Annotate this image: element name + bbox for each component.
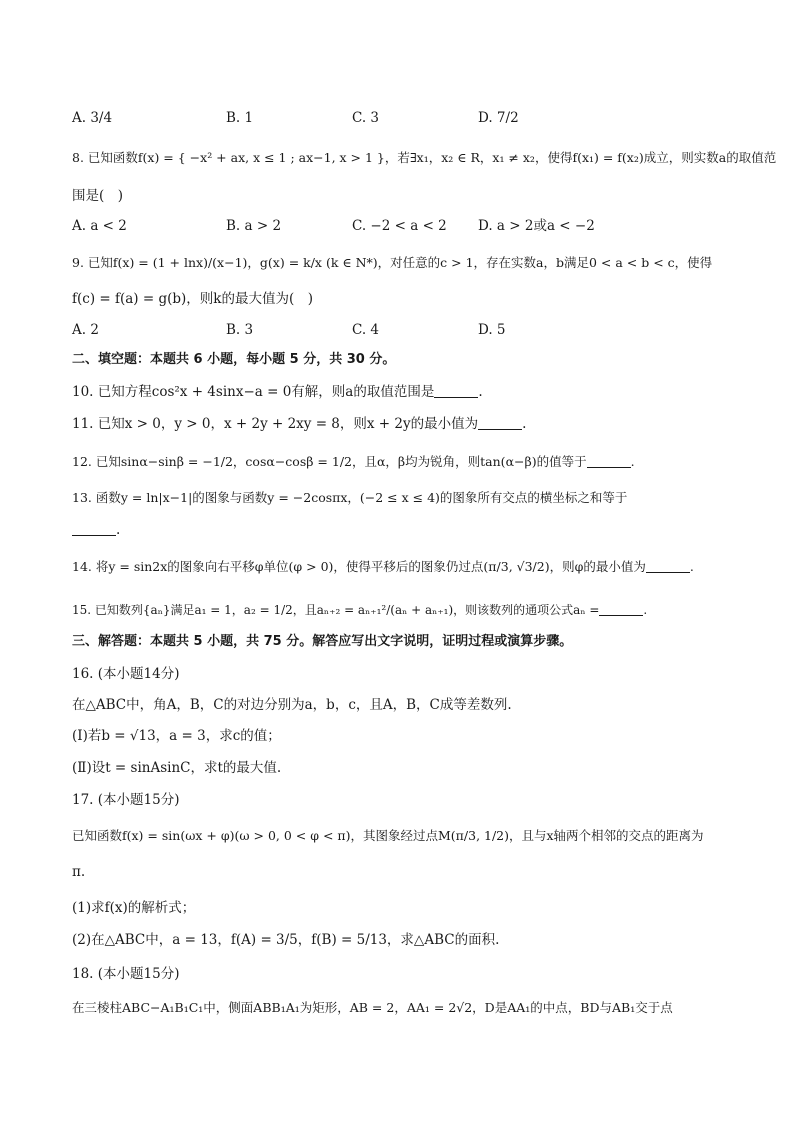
q8-option-c: C. −2 < a < 2 (352, 218, 447, 234)
q15-answer-blank (599, 601, 643, 616)
q16-part-1: (Ⅰ)若b = √13，a = 3，求c的值； (72, 728, 281, 744)
q18-title: 18. (本小题15分) (72, 966, 180, 982)
q7-option-a: A. 3/4 (72, 110, 113, 126)
q8-stem: 8. 已知函数f(x) = { −x² + ax, x ≤ 1 ; ax−1, x > 1 }，若∃x₁，x₂ ∈ R，x₁ ≠ x₂，使得f(x₁) = f(x₂)成立，则实数a的取值范 (72, 150, 777, 165)
q14-text: 14. 将y = sin2x的图象向右平移φ单位(φ > 0)，使得平移后的图象仍过点(π/3, √3/2)，则φ的最小值为 (72, 559, 646, 574)
q9-option-c: C. 4 (352, 322, 380, 338)
q17-stem-cont: π. (72, 864, 86, 880)
q8-option-b: B. a > 2 (226, 218, 282, 234)
q7-option-d: D. 7/2 (478, 110, 519, 126)
q12 (72, 452, 722, 472)
q9-option-a: A. 2 (72, 322, 99, 338)
q16-body: 在△ABC中，角A，B，C的对边分别为a，b，c，且A，B，C成等差数列. (72, 697, 512, 713)
q17-stem: 已知函数f(x) = sin(ωx + φ)(ω > 0, 0 < φ < π)，其图象经过点M(π/3, 1/2)，且与x轴两个相邻的交点的距离为 (72, 828, 704, 843)
q15-period: . (643, 603, 648, 617)
q11-period: . (522, 416, 527, 432)
q12-answer-blank (587, 453, 631, 468)
section-solve-heading: 三、解答题：本题共 5 小题，共 75 分。解答应写出文字说明，证明过程或演算步骤。 (72, 634, 573, 649)
q10-text: 10. 已知方程cos²x + 4sinx−a = 0有解，则a的取值范围是 (72, 384, 435, 400)
q9-option-b: B. 3 (226, 322, 254, 338)
q14-answer-blank (646, 558, 690, 573)
q13-answer-line (72, 520, 722, 540)
q11 (72, 414, 722, 434)
q18-stem: 在三棱柱ABC−A₁B₁C₁中，侧面ABB₁A₁为矩形，AB = 2，AA₁ = 2√2，D是AA₁的中点，BD与AB₁交于点 (72, 1000, 673, 1015)
q9-stem-cont: f(c) = f(a) = g(b)，则k的最大值为( ) (72, 291, 313, 307)
q16-part-2: (Ⅱ)设t = sinAsinC，求t的最大值. (72, 760, 282, 776)
q8-option-d: D. a > 2或a < −2 (478, 218, 595, 234)
q14-period: . (689, 559, 694, 574)
section-fill-in-heading: 二、填空题：本题共 6 小题，每小题 5 分，共 30 分。 (72, 352, 396, 367)
q9-option-d: D. 5 (478, 322, 506, 338)
q8-option-a: A. a < 2 (72, 218, 127, 234)
q12-period: . (630, 454, 635, 469)
q10-answer-blank (434, 383, 478, 398)
q10-period: . (478, 384, 483, 400)
q14 (72, 557, 722, 577)
q13-period: . (116, 522, 121, 538)
q13-stem: 13. 函数y = ln|x−1|的图象与函数y = −2cosπx，(−2 ≤ x ≤ 4)的图象所有交点的横坐标之和等于 (72, 490, 628, 505)
q7-option-c: C. 3 (352, 110, 380, 126)
q7-option-b: B. 1 (226, 110, 254, 126)
q11-answer-blank (478, 415, 522, 430)
q17-part-1: (1)求f(x)的解析式； (72, 900, 196, 916)
q10 (72, 382, 722, 402)
q13-answer-blank (72, 521, 116, 536)
q15-text: 15. 已知数列{aₙ}满足a₁ = 1，a₂ = 1/2，且aₙ₊₂ = aₙ₊₁²/(aₙ + aₙ₊₁)，则该数列的通项公式aₙ = (72, 603, 600, 617)
q12-text: 12. 已知sinα−sinβ = −1/2，cosα−cosβ = 1/2，且α，β均为锐角，则tan(α−β)的值等于 (72, 454, 587, 469)
q9-stem: 9. 已知f(x) = (1 + lnx)/(x−1)，g(x) = k/x (k ∈ N*)，对任意的c > 1，存在实数a，b满足0 < a < b < c，使得 (72, 255, 713, 270)
q15 (72, 600, 722, 620)
q11-text: 11. 已知x > 0，y > 0，x + 2y + 2xy = 8，则x + 2y的最小值为 (72, 416, 479, 432)
q8-stem-cont: 围是( ) (72, 188, 124, 204)
q17-part-2: (2)在△ABC中，a = 13，f(A) = 3/5，f(B) = 5/13，求△ABC的面积. (72, 932, 500, 948)
q16-title: 16. (本小题14分) (72, 666, 180, 682)
q17-title: 17. (本小题15分) (72, 792, 180, 808)
